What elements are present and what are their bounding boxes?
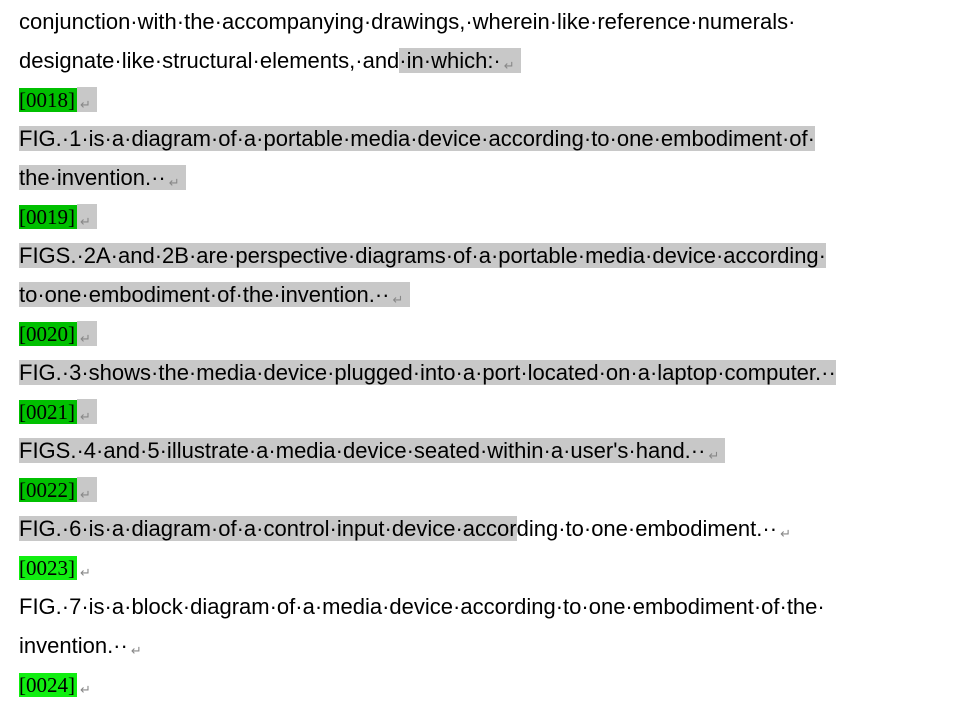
text-line: designate·like·structural·elements,·and·in·which:· ↵ [19, 41, 521, 80]
text-line: the·invention.·· ↵ [19, 158, 186, 197]
paragraph-tag: [0024] ↵ [19, 673, 91, 698]
text-line: FIG.·1·is·a·diagram·of·a·portable·media·device·according·to·one·embodiment·of· [19, 126, 815, 151]
text-line: FIG.·3·shows·the·media·device·plugged·into·a·port·located·on·a·laptop·computer.·· [19, 360, 836, 385]
paragraph-tag: [0021] ↵ [19, 392, 97, 431]
text-line: FIG.·7·is·a·block·diagram·of·a·media·device·according·to·one·embodiment·of·the· [19, 594, 825, 619]
paragraph-tag: [0019] ↵ [19, 197, 97, 236]
text-line: invention.·· ↵ [19, 633, 142, 659]
paragraph-tag: [0023] ↵ [19, 556, 91, 581]
text-line: to·one·embodiment·of·the·invention.·· ↵ [19, 275, 410, 314]
paragraph-tag: [0018] ↵ [19, 80, 97, 119]
text-line: FIG.·6·is·a·diagram·of·a·control·input·device·according·to·one·embodiment.·· ↵ [19, 516, 791, 542]
text-line: FIGS.·2A·and·2B·are·perspective·diagrams·of·a·portable·media·device·according· [19, 243, 826, 268]
paragraph-tag: [0022] ↵ [19, 470, 97, 509]
text-line: conjunction·with·the·accompanying·drawings,·wherein·like·reference·numerals· [19, 9, 796, 34]
paragraph-tag: [0020] ↵ [19, 314, 97, 353]
text-line: FIGS.·4·and·5·illustrate·a·media·device·seated·within·a·user's·hand.·· ↵ [19, 431, 725, 470]
